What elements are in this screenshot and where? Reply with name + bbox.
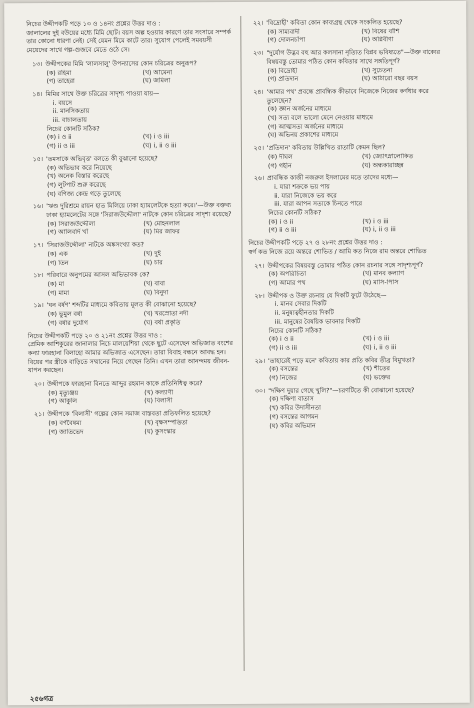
statement-ii: ii. যারা নিজেকে ভয় করে — [274, 192, 337, 200]
question-number: ২৪। — [253, 88, 264, 96]
question-19 — [28, 301, 236, 328]
option-gha: (ঘ) ভক্তের — [363, 374, 391, 382]
question-stem: উদ্দীপক ও উক্ত রচনায় যে দিকটি ফুটে উঠেছে— — [267, 291, 387, 300]
option-gha: (ঘ) মাসি-পিসি — [362, 279, 399, 287]
option-ga: (গ) আলিবর্দি খাঁ — [47, 229, 89, 237]
question-number: ২২। — [252, 19, 264, 27]
right-column — [247, 19, 453, 435]
option-ka: (ক) রহিমা — [46, 69, 72, 77]
option-ka: (ক) i ও ii — [46, 134, 72, 142]
option-ka: (ক) মৃত্যুঞ্জয় — [48, 389, 79, 397]
option-kha: (খ) জ্যোৎস্নালোকিত — [361, 152, 414, 161]
question-stem: উদ্দীপকে 'বিলাসী' গল্পের কোন সমাজ বাস্তবতা প্রতিফলিত হয়েছে? — [47, 410, 211, 419]
option-kha: (খ) কবির উদাসীনতা — [269, 404, 321, 412]
option-ga: (গ) আত্মসত্য অর্জনের মাধ্যমে — [267, 123, 344, 131]
question-14 — [27, 90, 235, 152]
option-gha: (ঘ) জমিলা — [142, 77, 171, 85]
option-ga: (গ) বর্ষার দুর্যোগ — [47, 319, 88, 327]
question-stem: উদ্দীপকের বিষয়বস্তু তোমার পঠিত কোন রচনার সঙ্গে সাদৃশ্যপূর্ণ? — [267, 261, 424, 270]
left-column — [26, 20, 236, 441]
statement-i: i. বয়সে — [52, 99, 73, 107]
question-28 — [249, 292, 453, 354]
option-ga: (গ) আকুলি — [48, 398, 78, 406]
statement-ii: ii. মানসিকতায় — [52, 108, 90, 116]
option-ga: (গ) লুটপাট শুরু করেছে — [47, 181, 106, 189]
question-stem: 'আমার পথ' প্রবন্ধে প্রাবন্ধিক কীভাবে নিজেকে নিজের কর্ণধার করে তুলেছেন? — [266, 87, 429, 105]
stimulus-block — [26, 20, 234, 56]
question-13 — [26, 60, 234, 87]
question-stem: পরিবারে অনুপমের আসল অভিভাবক কে? — [46, 271, 150, 280]
option-gha: (ঘ) বর্ষা প্রকৃতি — [143, 319, 181, 327]
question-number: ৩০। — [254, 387, 266, 395]
question-27 — [249, 261, 453, 288]
question-number: ২০। — [33, 381, 45, 389]
question-stem: 'তমসাকে অভিবৃত্ত' বলতে কী বুঝানো হয়েছে? — [45, 155, 158, 163]
page-number: ২৫৬গত্র — [29, 694, 54, 704]
option-ka: (ক) সিরাজউদ্দৌলা — [47, 220, 96, 228]
option-ga: (গ) বসন্তের আগমন — [269, 413, 319, 421]
option-ga: (গ) ii ও iii — [46, 142, 75, 151]
option-gha: (ঘ) বণিজ্য কেন্দ্র গড়ে তুলেছে — [47, 190, 121, 198]
question-stem: "দক্ষিণ দুয়ার গেছে খুলি?"—চরণটিতে কী বোঝানো হয়েছে? — [268, 386, 415, 395]
option-ka: (ক) বর্ণবৈষম্য — [48, 419, 82, 427]
question-number: ১৮। — [33, 272, 44, 280]
option-ka: (ক) অভিভাব করে নিয়েছে — [47, 164, 112, 172]
option-ga: (গ) তিন — [47, 259, 69, 267]
question-stem: 'প্রতিদান' কবিতায় উল্লিখিত রাতাটি কেমন ছিল? — [266, 144, 386, 152]
question-number: ২১। — [34, 411, 45, 419]
option-ga: (গ) নিজের — [269, 374, 297, 382]
question-number: ২৬। — [253, 175, 265, 183]
option-gha: (ঘ) i, ii ও iii — [362, 344, 397, 352]
option-kha: (খ) বৃক্ষসম্পত্তিতা — [144, 419, 188, 427]
column-divider — [240, 16, 244, 671]
question-number: ২৯। — [254, 357, 266, 365]
option-gha: (ঘ) আঠারো বছর বয়স — [361, 75, 418, 83]
option-ka: (ক) অপরিচিতা — [268, 270, 307, 279]
option-ka: (ক) ভুমুল বর্ষা — [47, 310, 83, 319]
question-number: ১৩। — [32, 60, 43, 68]
question-number: ১৫। — [32, 155, 44, 163]
option-ka: (ক) i ও ii — [268, 218, 294, 226]
option-kha: (খ) দুই — [143, 250, 161, 258]
option-kha: (খ) খরস্রোতা নদী — [143, 310, 189, 318]
question-number: ১৭। — [33, 242, 44, 250]
option-ka: (ক) i ও ii — [268, 335, 294, 344]
stimulus-heading: নিচের উদ্দীপকটি পড়ে ২০ ও ২১নং প্রশ্নের উত্তর দাও : — [27, 331, 163, 340]
question-stem: 'তাহারেই পড়ে মনে' কবিতায় কার প্রতি কবির তীব্র বিমুখতা? — [268, 356, 415, 365]
question-29 — [249, 356, 453, 383]
question-23 — [247, 49, 451, 85]
option-kha: (খ) মোহনলাল — [143, 220, 180, 228]
option-ka: (ক) জ্ঞান অর্জনের মাধ্যমে — [267, 105, 332, 114]
option-kha: (খ) বাবা — [143, 280, 165, 288]
question-stem: 'সিরাজউদ্দৌলা' নাটকে অঙ্কসংখ্যা কত? — [46, 241, 144, 250]
question-21 — [28, 410, 236, 437]
option-ga: (গ) আমার পথ — [268, 279, 306, 287]
option-ka: (ক) দক্ষিণা বাতাস — [269, 396, 314, 404]
question-number: ১৪। — [32, 90, 43, 98]
stimulus-block — [28, 332, 236, 377]
option-ga: (গ) ii ও iii — [268, 344, 297, 352]
stimulus-heading: নিচের উদ্দীপকটি পড়ে ১৩ ও ১৪নং প্রশ্নের উত্তর দাও : — [26, 20, 161, 29]
question-30 — [249, 387, 453, 432]
stimulus-text: জালালের দুই বউয়ের মধ্যে মিমি ছোট। বয়স অল্প হওয়ার কারণে তার সংসারে সম্পর্ক তার কোনো ধারণা নেই। সেই যেমন মিমে কাটে তার। সুযোগ পেলেই সমবয়সী মেয়েদের সাথে গল্প-গুজবে মেতে ওঠে সে। — [26, 28, 231, 55]
option-kha: (খ) বিষের বাঁশি — [361, 27, 400, 36]
question-number: ১৬। — [32, 203, 44, 211]
option-gha: (ঘ) অন্ধকারাচ্ছন্ন — [362, 161, 404, 169]
option-kha: (খ) অনেক বিস্তার করেছে — [47, 172, 110, 181]
stimulus-text: প্রেমিক আশিকুরের জানালার নিচে মালয়েশিয়া থেকে ছুটে এসেছেন অভিজাত বংশের কন্যা ফারহানা বিলাহো আমার অভিজাত এসেছেন। তারা বিবাহ বন্ধনে আবদ্ধ হন। বিয়ের পর স্ত্রীকে বাড়িতে সম্মানের নিয়ে গেছেন তিনি। এখন তারা আনন্দময় জীবন-যাপন করছেন। — [27, 340, 233, 375]
option-ka: (ক) দীঘল — [267, 153, 293, 161]
option-ga: (গ) ii ও iii — [268, 227, 297, 235]
question-number: ১৯। — [33, 302, 44, 310]
option-kha: (খ) i ও iii — [362, 217, 389, 226]
question-stem: প্রাবন্ধিক কাজী নজরুল ইসলামের মতে তাদের মধ্যে— — [267, 174, 399, 183]
option-kha: (খ) শীতের — [363, 365, 390, 373]
question-number: ২৩। — [253, 49, 264, 58]
option-ga: (গ) গহীন — [268, 162, 292, 170]
question-stem: 'ঋণ্ড দুরিশ্রমে রায়ন হাত মিলিয়ে ঢাকা হ্যামলেটকে হত্যা করে।'—উক্ত বক্তব্য ঢাকা হ্যামলেটের সঙ্গে 'সিরাজউদ্দৌলা' নাটকে কোন চরিত্রের সাদৃশ্য রয়েছে? — [46, 202, 232, 220]
option-ga: (গ) তাহেরা — [46, 78, 75, 86]
option-gha: (ঘ) কবির অভিমান — [269, 422, 316, 430]
question-number: ২৮। — [254, 292, 265, 300]
question-stem: "দুর্যোগ উদ্ভব বহু আর কলসানা নৃত্যিত বিপ্লব ভবিষ্যতে"—উক্ত বাক্যের বিষয়বস্তু তোমার পঠিত কোন কবিতার সাথে সঙ্গতিপূর্ণ? — [266, 49, 441, 66]
question-stem: 'বিদ্রোহী' কবিতা কোন কাব্যগ্রন্থ থেকে সংকলিত হয়েছে? — [266, 19, 403, 27]
option-ka: (ক) বিদ্রোহী — [267, 67, 298, 75]
question-22 — [247, 19, 451, 46]
which-correct-prompt: নিচের কোনটি সঠিক? — [268, 209, 322, 217]
option-ka: (ক) সাম্যবাদী — [267, 28, 300, 36]
option-gha: (ঘ) বিনুদা — [143, 289, 169, 297]
question-20 — [28, 380, 236, 407]
option-ka: (ক) মা — [47, 280, 65, 288]
question-stem: 'ঘন বর্ষণ' শব্দটির মাধ্যমে কবিতায় মূলত কী বোঝানো হয়েছে? — [46, 301, 197, 310]
statement-iii: iii. যারা আপন সত্যকে চিনতে পারে — [274, 200, 363, 209]
question-number: ২৭। — [254, 262, 265, 270]
option-ga: (গ) জাতিভেদ — [48, 428, 84, 436]
option-kha: (খ) i ও iii — [142, 133, 170, 141]
question-16 — [27, 202, 235, 238]
option-kha: (খ) কল্যাণী — [144, 389, 174, 397]
option-gha: (ঘ) i, ii ও iii — [142, 142, 177, 150]
statement-iii: iii. মানুষের বৈষয়িক ভাবনার দিকটি — [274, 318, 361, 326]
exam-page — [4, 1, 470, 705]
which-correct-prompt: নিচের কোনটি সঠিক? — [268, 327, 322, 335]
question-18 — [28, 271, 236, 298]
option-kha: (খ) i ও iii — [362, 335, 390, 343]
statement-iii: iii. বাচালতায় — [52, 116, 87, 124]
option-gha: (ঘ) i, ii ও iii — [362, 226, 396, 234]
question-26 — [248, 174, 452, 236]
option-gha: (ঘ) মির জাফর — [143, 228, 180, 236]
option-gha: (ঘ) চার — [143, 258, 163, 267]
question-24 — [248, 88, 452, 141]
option-ga: (গ) দোলনচাঁপা — [267, 37, 306, 45]
option-kha: (খ) সত্য বলে ভালো মেনে নেওয়ার মাধ্যমে — [267, 114, 373, 122]
option-kha: (খ) আমেনা — [142, 68, 173, 77]
option-kha: (খ) মানব কল্যাণ — [362, 270, 405, 278]
statement-i: i. মানব সেবার দিকটি — [274, 300, 327, 309]
option-gha: (ঘ) কুসংস্কার — [144, 427, 176, 436]
question-stem: উদ্দীপকে ফারহানা বিনতে আব্দুর রহমান কাকে প্রতিনিধিত্ব করে? — [47, 380, 203, 389]
option-gha: (ঘ) অভিনয় প্রকাশের মাধ্যমে — [267, 131, 339, 140]
statement-i: i. যারা শক্রকে ভয় পায় — [274, 183, 330, 191]
option-ka: (ক) এক — [47, 250, 68, 258]
option-ka: (ক) বসন্তের — [269, 365, 298, 374]
question-15 — [27, 155, 235, 200]
question-25 — [248, 144, 452, 171]
option-kha: (খ) সুচেতনা — [361, 66, 393, 74]
stimulus-block — [248, 239, 452, 257]
question-stem: মিমির সাথে উক্ত চরিত্রের সাদৃশ্য পাওয়া যায়— — [45, 90, 160, 98]
statement-ii: ii. মনুষ্যত্বহীনতার দিকটি — [274, 309, 334, 317]
which-correct-prompt: নিচের কোনটি সঠিক? — [46, 125, 100, 133]
option-ga: (গ) প্রতিদান — [267, 75, 299, 84]
option-ga: (গ) মামা — [47, 289, 70, 297]
stimulus-text: স্বর্গ কত নিজে রয়ে অন্তরে শোভিত / আমি কত নিজে রাম অন্তরে শোভিত — [248, 247, 427, 256]
question-17 — [27, 241, 235, 268]
question-number: ২৫। — [253, 144, 264, 153]
option-gha: (ঘ) বিলাসী — [144, 397, 173, 405]
question-stem: উদ্দীপকের মিমি 'লালসালু' উপন্যাসের কোন চরিত্রের অনুরূপ? — [45, 60, 197, 68]
stimulus-heading: নিচের উদ্দীপকটি পড়ে ২৭ ও ২৮নং প্রশ্নের উত্তর দাও : — [248, 239, 383, 248]
option-gha: (ঘ) অগ্নিবীণা — [361, 36, 394, 44]
